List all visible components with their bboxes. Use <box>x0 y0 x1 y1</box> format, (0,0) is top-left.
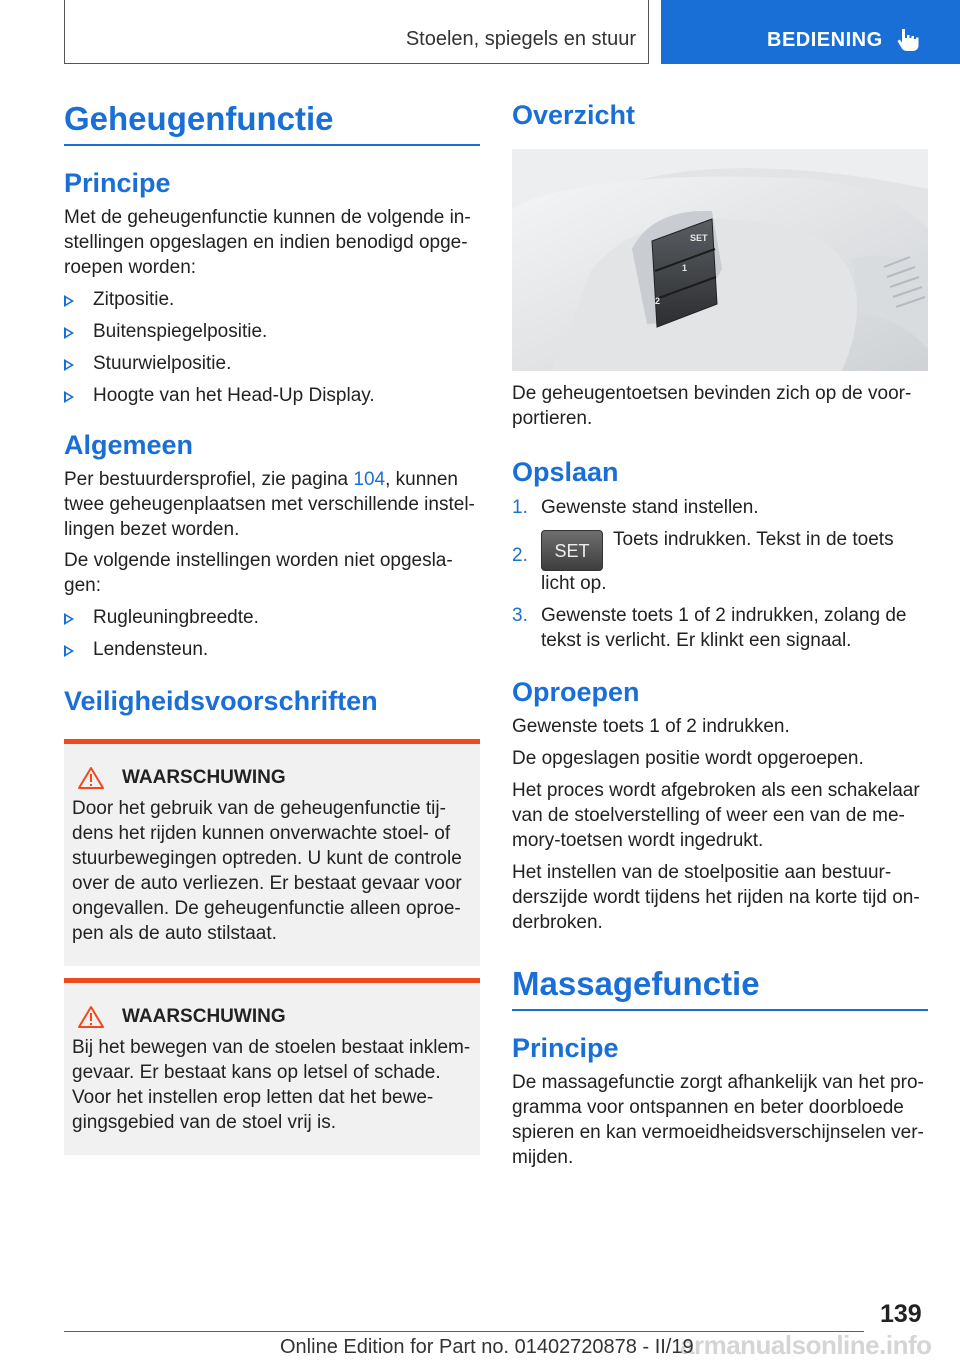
algemeen-text-2: De volgende instellingen worden niet opgesla-gen: <box>64 550 453 596</box>
list-item: Buitenspiegelpositie. <box>64 319 480 344</box>
massage-text: De massagefunctie zorgt afhankelijk van het pro-gramma voor ontspannen en beter doorbloede spieren en kan vermoeidheidsverschijnselen ver-mijden. <box>512 1072 924 1168</box>
left-column <box>64 100 480 1155</box>
set-key-icon: SET <box>541 530 603 571</box>
warning-triangle-icon <box>78 766 104 790</box>
list-item: Stuurwielpositie. <box>64 351 480 376</box>
algemeen-heading: Algemeen <box>64 430 194 460</box>
warning-box <box>64 739 480 966</box>
warning-text: Door het gebruik van de geheugenfunctie tij-dens het rijden kunnen onverwachte stoel- of stuurbewegingen optreden. U kunt de controle over de auto verliezen. Er bestaat gevaar voor ongevallen. De geheugenfunctie alleen oproe-pen als de auto stilstaat. <box>72 798 462 944</box>
oproepen-heading: Oproepen <box>512 677 640 707</box>
list-item: Zitpositie. <box>64 287 480 312</box>
chapter-title: Stoelen, spiegels en stuur <box>405 28 636 50</box>
warning-header <box>78 1005 472 1029</box>
overzicht-heading: Overzicht <box>512 100 636 130</box>
veiligheid-heading: Veiligheidsvoorschriften <box>64 686 378 716</box>
step-number: 2. <box>512 545 528 566</box>
warning-header <box>78 766 472 790</box>
algemeen-text: Per bestuurdersprofiel, zie pagina 104, kunnen twee geheugenplaatsen met verschillende instel-lingen bezet worden. <box>64 469 475 540</box>
right-column <box>512 100 928 1170</box>
warning-triangle-icon <box>78 1005 104 1029</box>
section-tab-label: BEDIENING <box>767 29 883 51</box>
page-number: 139 <box>880 1300 922 1328</box>
warning-box <box>64 978 480 1155</box>
section-tab[interactable] <box>661 0 960 64</box>
list-item: Hoogte van het Head-Up Display. <box>64 383 480 408</box>
title-rule <box>512 1009 928 1011</box>
list-item: Rugleuningbreedte. <box>64 605 480 630</box>
bullet-triangle-icon <box>64 295 74 307</box>
massage-principe-heading: Principe <box>512 1033 619 1063</box>
oproepen-text: Het instellen van de stoelpositie aan bestuur-derszijde wordt tijdens het rijden na korte tijd on-derbroken. <box>512 862 920 933</box>
bullet-triangle-icon <box>64 359 74 371</box>
principe-intro: Met de geheugenfunctie kunnen de volgende in-stellingen opgeslagen en indien benodigd opge-roepen worden: <box>64 207 471 278</box>
principe-heading: Principe <box>64 168 171 198</box>
bullet-triangle-icon <box>64 391 74 403</box>
step-number: 3. <box>512 605 528 626</box>
page-link[interactable]: 104 <box>353 469 386 490</box>
oproepen-text: De opgeslagen positie wordt opgeroepen. <box>512 748 864 769</box>
step-item: 1. Gewenste stand instellen. <box>512 497 759 518</box>
warning-title: WAARSCHUWING <box>122 767 286 788</box>
principe-list <box>64 287 480 408</box>
photo-button-1: 1 <box>682 263 688 273</box>
watermark: armanualsonline.info <box>680 1330 932 1360</box>
bullet-triangle-icon <box>64 613 74 625</box>
step-item: 2. SETToets indrukken. Tekst in de toets licht op. <box>512 529 894 594</box>
door-panel-illustration <box>512 149 928 371</box>
step-number: 1. <box>512 497 528 518</box>
algemeen-list <box>64 605 480 662</box>
warning-title: WAARSCHUWING <box>122 1006 286 1027</box>
warning-text: Bij het bewegen van de stoelen bestaat inklem-gevaar. Er bestaat kans op letsel of schade. Voor het instellen erop letten dat het bewe-gingsgebied van de stoel vrij is. <box>72 1037 471 1133</box>
overzicht-caption: De geheugentoetsen bevinden zich op de voor-portieren. <box>512 383 912 429</box>
chapter-header-box <box>64 0 649 64</box>
opslaan-steps <box>512 495 928 653</box>
photo-button-2: 2 <box>655 296 661 306</box>
list-item: Lendensteun. <box>64 637 480 662</box>
edition-text: Online Edition for Part no. 01402720878 - II/19 <box>280 1336 694 1358</box>
pointing-hand-icon <box>895 27 921 53</box>
oproepen-text: Gewenste toets 1 of 2 indrukken. <box>512 716 790 737</box>
oproepen-text: Het proces wordt afgebroken als een schakelaar van de stoelverstelling of weer een van de me-mory-toetsen wordt ingedrukt. <box>512 780 920 851</box>
page-title: Geheugenfunctie <box>64 100 334 137</box>
bullet-triangle-icon <box>64 645 74 657</box>
opslaan-heading: Opslaan <box>512 457 619 487</box>
door-panel-photo <box>512 149 928 371</box>
title-rule <box>64 144 480 146</box>
photo-button-set: SET <box>690 233 708 243</box>
bullet-triangle-icon <box>64 327 74 339</box>
massage-title: Massagefunctie <box>512 965 760 1002</box>
step-item: 3. Gewenste toets 1 of 2 indrukken, zolang de tekst is verlicht. Er klinkt een signaal. <box>512 605 907 651</box>
